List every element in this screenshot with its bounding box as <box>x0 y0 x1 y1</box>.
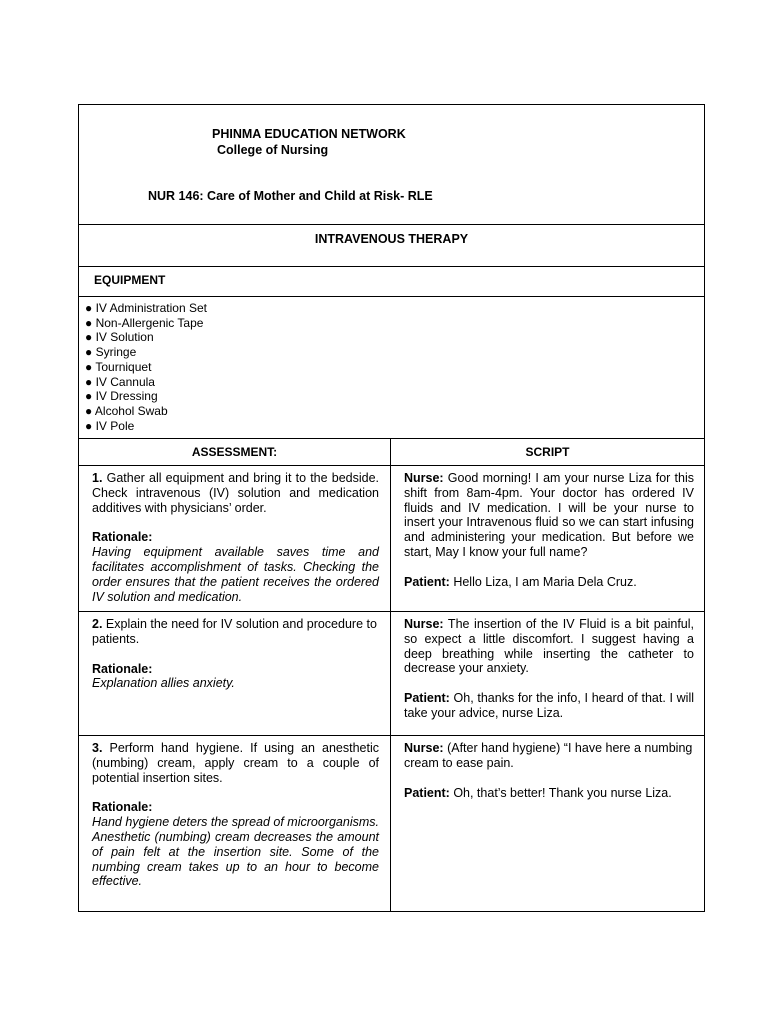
assessment-cell <box>79 736 391 912</box>
equipment-list-cell <box>79 297 705 439</box>
rationale-text: Hand hygiene deters the spread of microorganisms. Anesthetic (numbing) cream decreases the amount of pain felt at the insertion site. Some of the numbing cream takes up to an hour to become effective. <box>92 815 379 889</box>
rationale-label: Rationale: <box>92 661 153 676</box>
script-header-label: SCRIPT <box>525 445 570 459</box>
list-item <box>85 404 704 419</box>
nurse-line: Good morning! I am your nurse Liza for this shift from 8am-4pm. Your doctor has ordered IV fluids and IV medication. I will be your nurse to insert your Intravenous fluid so we can start infusing and administering your medication. But before we start, May I know your full name? <box>404 471 694 559</box>
equipment-item: IV Cannula <box>95 374 155 389</box>
list-item <box>85 301 704 316</box>
script-cell <box>391 736 705 912</box>
equipment-item: Non-Allergenic Tape <box>95 315 204 330</box>
rationale-label: Rationale: <box>92 530 153 545</box>
step-number: 1. <box>92 471 103 485</box>
nurse-label: Nurse: <box>404 471 444 485</box>
patient-line: Oh, that’s better! Thank you nurse Liza. <box>449 785 672 800</box>
equipment-heading-cell <box>79 267 705 297</box>
equipment-item: Alcohol Swab <box>94 403 168 418</box>
list-item <box>85 345 704 360</box>
equipment-item: Syringe <box>95 345 137 360</box>
equipment-heading: EQUIPMENT <box>94 273 166 287</box>
nurse-line: The insertion of the IV Fluid is a bit painful, so expect a little discomfort. I suggest having a deep breathing while inserting the catheter to decrease your anxiety. <box>404 617 694 676</box>
bullet-icon: ● <box>85 315 93 330</box>
list-item <box>85 360 704 375</box>
org-name: PHINMA EDUCATION NETWORK <box>212 127 406 141</box>
table-row <box>79 466 705 612</box>
table-row <box>79 736 705 912</box>
bullet-icon: ● <box>85 359 93 374</box>
bullet-icon: ● <box>85 374 93 389</box>
script-cell <box>391 466 705 612</box>
patient-label: Patient: <box>404 785 450 800</box>
script-column-header <box>391 439 705 466</box>
equipment-item: Tourniquet <box>95 359 152 374</box>
nurse-label: Nurse: <box>404 617 444 631</box>
patient-line: Oh, thanks for the info, I heard of that. I will take your advice, nurse Liza. <box>404 691 694 720</box>
patient-label: Patient: <box>404 574 450 589</box>
step-text: Perform hand hygiene. If using an anesthetic (numbing) cream, apply cream to a couple of potential insertion sites. <box>92 741 379 785</box>
bullet-icon: ● <box>85 330 93 345</box>
rationale-label: Rationale: <box>92 800 153 815</box>
rationale-text: Having equipment available saves time and facilitates accomplishment of tasks. Checking the order ensures that the patient receives the ordered IV solution and medication. <box>92 545 379 604</box>
equipment-item: IV Dressing <box>95 389 158 404</box>
step-text: Explain the need for IV solution and procedure to patients. <box>92 617 377 646</box>
nurse-line: (After hand hygiene) “I have here a numbing cream to ease pain. <box>404 741 693 770</box>
equipment-item: IV Solution <box>95 330 154 345</box>
list-item <box>85 375 704 390</box>
patient-line: Hello Liza, I am Maria Dela Cruz. <box>449 574 637 589</box>
nurse-label: Nurse: <box>404 741 444 755</box>
step-text: Gather all equipment and bring it to the bedside. Check intravenous (IV) solution and medication additives with physicians’ order. <box>92 471 379 515</box>
equipment-item: IV Pole <box>95 418 135 433</box>
equipment-list <box>79 297 704 433</box>
college-name: College of Nursing <box>217 143 329 157</box>
bullet-icon: ● <box>85 301 93 315</box>
step-number: 2. <box>92 617 103 631</box>
procedure-title: INTRAVENOUS THERAPY <box>314 232 469 246</box>
equipment-item: IV Administration Set <box>95 301 207 315</box>
script-cell <box>391 612 705 736</box>
procedure-title-cell <box>79 225 705 267</box>
bullet-icon: ● <box>85 389 93 404</box>
assessment-cell <box>79 466 391 612</box>
list-item <box>85 389 704 404</box>
list-item <box>85 419 704 434</box>
step-number: 3. <box>92 741 103 755</box>
procedure-table <box>78 104 705 912</box>
document <box>78 104 704 912</box>
bullet-icon: ● <box>85 403 93 418</box>
course-title: NUR 146: Care of Mother and Child at Risk- RLE <box>148 189 433 203</box>
bullet-icon: ● <box>85 418 93 433</box>
bullet-icon: ● <box>85 345 93 360</box>
list-item <box>85 316 704 331</box>
patient-label: Patient: <box>404 691 450 706</box>
assessment-header-label: ASSESSMENT: <box>191 445 278 459</box>
assessment-cell <box>79 612 391 736</box>
header-cell <box>79 105 705 225</box>
table-row <box>79 612 705 736</box>
assessment-column-header <box>79 439 391 466</box>
list-item <box>85 330 704 345</box>
rationale-text: Explanation allies anxiety. <box>92 676 235 691</box>
